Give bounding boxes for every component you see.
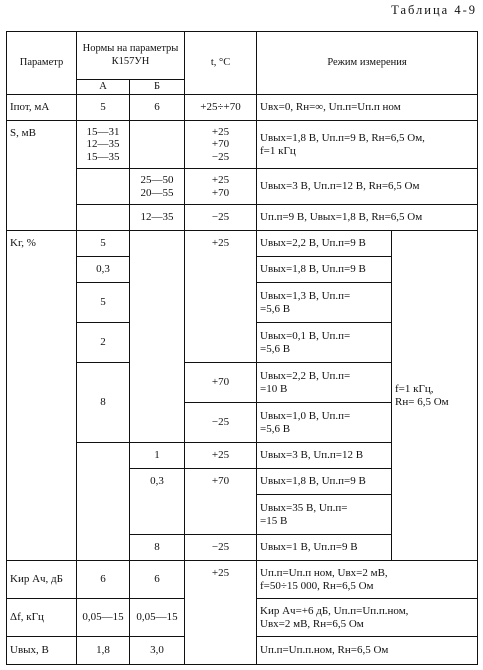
value-a-cell: 0,05—15 xyxy=(77,599,130,637)
table-row xyxy=(7,561,478,599)
temp-cell: −25 xyxy=(185,535,257,561)
value-b-cell xyxy=(130,121,185,169)
mode-cell: Uвых=2,2 В, Uп.п= =10 В xyxy=(257,363,392,403)
mode-cell: Uвых=1,8 В, Uп.п=9 В, Rн=6,5 Ом, f=1 кГц xyxy=(257,121,478,169)
temp-cell: +70 xyxy=(185,469,257,535)
value-a-cell: 6 xyxy=(77,561,130,599)
value-b-cell: 1 xyxy=(130,443,185,469)
temp-cell: +25 xyxy=(185,231,257,363)
value-a-cell xyxy=(77,205,130,231)
temp-cell: +25 xyxy=(185,561,257,665)
mode-cell: Uвых=35 В, Uп.п= =15 В xyxy=(257,495,392,535)
temp-cell: +25 +70 −25 xyxy=(185,121,257,169)
temp-cell: +70 xyxy=(185,363,257,403)
header-col-b: Б xyxy=(130,80,185,95)
mode-cell: Uп.п=9 В, Uвых=1,8 В, Rн=6,5 Ом xyxy=(257,205,478,231)
header-row xyxy=(7,32,478,80)
value-a-cell: 1,8 xyxy=(77,637,130,665)
param-cell: S, мВ xyxy=(7,121,77,231)
param-cell: Kир Ач, дБ xyxy=(7,561,77,599)
mode-cell: Uвых=1,8 В, Uп.п=9 В xyxy=(257,469,392,495)
header-norms: Нормы на параметры К157УН xyxy=(77,32,185,80)
temp-cell: +25÷+70 xyxy=(185,95,257,121)
mode-cell: Uвых=0,1 В, Uп.п= =5,6 В xyxy=(257,323,392,363)
mode-cell: Uвых=1,3 В, Uп.п= =5,6 В xyxy=(257,283,392,323)
value-b-cell: 0,05—15 xyxy=(130,599,185,637)
table-row xyxy=(7,169,478,205)
value-a-cell: 0,3 xyxy=(77,257,130,283)
mode-cell: Uвых=3 В, Uп.п=12 В, Rн=6,5 Ом xyxy=(257,169,478,205)
value-a-cell: 5 xyxy=(77,283,130,323)
value-b-cell: 25—50 20—55 xyxy=(130,169,185,205)
value-b-cell: 12—35 xyxy=(130,205,185,231)
value-b-cell: 3,0 xyxy=(130,637,185,665)
table-row xyxy=(7,121,478,169)
mode-cell: Uвых=3 В, Uп.п=12 В xyxy=(257,443,392,469)
value-a-cell xyxy=(77,169,130,205)
mode-cell: Uп.п=Uп.п.ном, Rн=6,5 Ом xyxy=(257,637,478,665)
header-mode: Режим измерения xyxy=(257,32,478,95)
mode-cell: Uвых=1 В, Uп.п=9 В xyxy=(257,535,392,561)
shared-mode-cell: f=1 кГц, Rн= 6,5 Ом xyxy=(392,231,478,561)
table-row xyxy=(7,205,478,231)
param-cell: Iпот, мА xyxy=(7,95,77,121)
value-a-cell: 5 xyxy=(77,231,130,257)
parameters-table xyxy=(6,31,478,665)
table-row xyxy=(7,95,478,121)
header-param: Параметр xyxy=(7,32,77,95)
mode-cell: Uвх=0, Rн=∞, Uп.п=Uп.п ном xyxy=(257,95,478,121)
header-col-a: А xyxy=(77,80,130,95)
mode-cell: Kир Ач=+6 дБ, Uп.п=Uп.п.ном, Uвх=2 мВ, Rн=6,5 Ом xyxy=(257,599,478,637)
temp-cell: −25 xyxy=(185,205,257,231)
temp-cell: +25 xyxy=(185,443,257,469)
temp-cell: +25 +70 xyxy=(185,169,257,205)
mode-cell: Uвых=1,8 В, Uп.п=9 В xyxy=(257,257,392,283)
table-row xyxy=(7,231,478,257)
header-temp: t, °C xyxy=(185,32,257,95)
value-a-cell xyxy=(77,443,130,561)
value-b-cell: 6 xyxy=(130,561,185,599)
value-b-cell xyxy=(130,231,185,443)
value-a-cell: 2 xyxy=(77,323,130,363)
param-cell: Δf, кГц xyxy=(7,599,77,637)
value-b-cell: 0,3 xyxy=(130,469,185,535)
value-b-cell: 6 xyxy=(130,95,185,121)
value-a-cell: 8 xyxy=(77,363,130,443)
value-a-cell: 5 xyxy=(77,95,130,121)
value-a-cell: 15—31 12—35 15—35 xyxy=(77,121,130,169)
value-b-cell: 8 xyxy=(130,535,185,561)
mode-cell: Uвых=2,2 В, Uп.п=9 В xyxy=(257,231,392,257)
mode-cell: Uп.п=Uп.п ном, Uвх=2 мВ, f=50÷15 000, Rн=6,5 Ом xyxy=(257,561,478,599)
param-cell: Uвых, В xyxy=(7,637,77,665)
param-cell: Kг, % xyxy=(7,231,77,561)
temp-cell: −25 xyxy=(185,403,257,443)
table-caption: Таблица 4-9 xyxy=(391,3,477,17)
mode-cell: Uвых=1,0 В, Uп.п= =5,6 В xyxy=(257,403,392,443)
